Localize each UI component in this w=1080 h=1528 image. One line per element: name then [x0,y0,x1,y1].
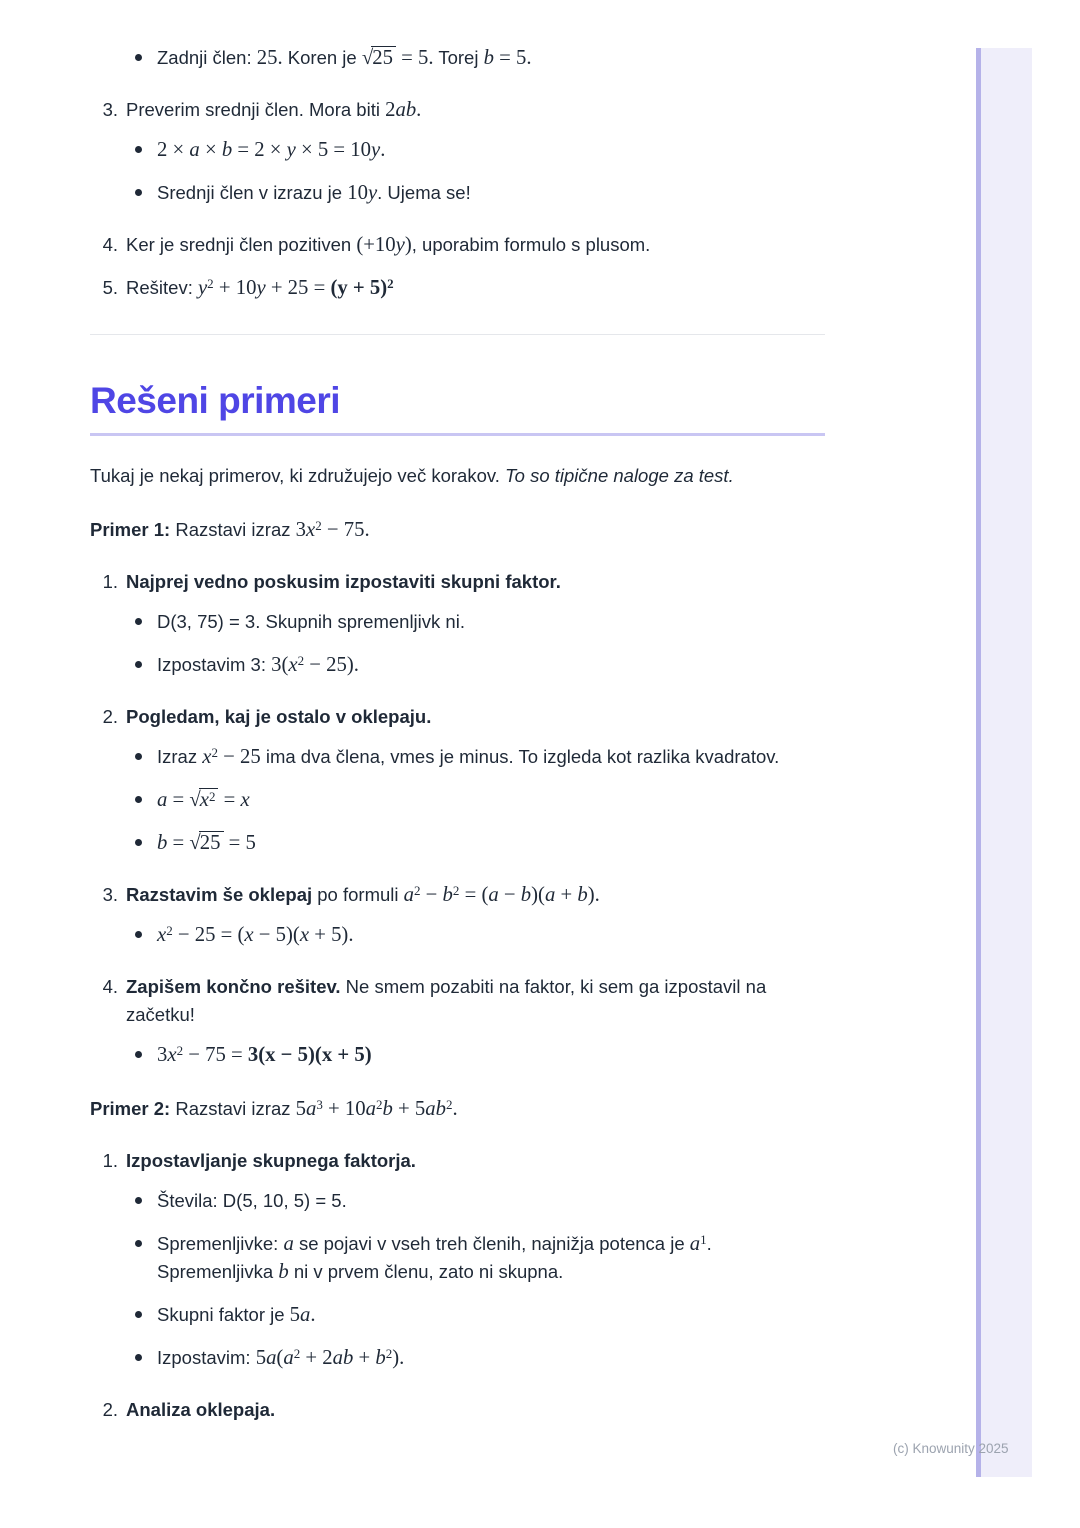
sqrt-expression [189,789,218,810]
text-run: + [353,1347,376,1369]
text-run: se pojavi v vseh treh členih, najnižja potenca je [293,1233,690,1254]
text-run: y [395,234,405,256]
bullet-icon [135,1240,142,1247]
text-run: x [288,654,298,676]
text-run: − 25). [304,654,359,676]
radical-icon: √ [189,832,200,854]
text-run: 25 [199,832,221,854]
text-run: a [689,1233,701,1255]
bullet-icon [135,189,142,196]
text-run: ( [276,1347,284,1369]
text-run: y [286,139,296,161]
text-run: . [416,99,422,121]
text-run: po formuli [312,884,404,905]
text-run: D(3, 75) = 3. Skupnih spremenljivk ni. [157,611,465,632]
list-item-text [126,1396,825,1424]
text-run: × [199,139,222,161]
bullet-icon [135,618,142,625]
text-run: ima dva člena, vmes je minus. To izgleda kot razlika kvadratov. [260,746,780,767]
text-run: . [380,139,386,161]
text-run: = 2 × [232,139,287,161]
text-run: y [367,182,378,204]
text-run: a [306,1098,317,1120]
list-number: 1. [102,1150,118,1171]
text-run: ab [395,99,417,121]
text-run: . [310,1304,316,1326]
page-edge-strip [976,48,1032,1477]
bullet-list-item [90,44,825,72]
numbered-list-item [90,881,825,909]
list-item-text [126,703,825,731]
text-run: y [197,277,208,299]
text-run: a [488,884,499,906]
text-run: − [420,884,443,906]
text-run: 1 [700,1232,707,1248]
text-run: + 2 [300,1347,333,1369]
list-item-text [126,1147,825,1175]
text-run: − 25 [217,746,261,768]
text-run: . Spremenljivka [157,1233,712,1282]
text-run: . Ujema se! [377,182,471,203]
list-item-text [157,829,825,857]
list-item-text [126,231,825,259]
text-run: x [199,789,209,811]
text-run: a [189,139,200,161]
list-item-text [157,786,825,814]
list-item-text [157,44,825,72]
text-run: Izpostavljanje skupnega faktorja. [126,1150,416,1171]
text-run: a [544,884,556,906]
text-run: Skupni faktor je [157,1304,290,1325]
numbered-list-item [90,1147,825,1175]
paragraph [90,462,825,490]
text-run: b [382,1098,393,1120]
text-run: Preverim srednji člen. Mora biti [126,99,386,120]
text-run: 25. [256,47,283,69]
text-run: − 75. [321,519,370,541]
sqrt-radicand [199,831,224,854]
text-run: = [218,789,241,811]
text-run: Izpostavim 3: [157,654,272,675]
text-run: ). [587,884,600,906]
list-number: 4. [102,976,118,997]
bullet-icon [135,839,142,846]
text-run: = 5. [493,47,532,69]
list-item-text [126,568,825,596]
text-run: x [306,519,316,541]
bullet-list-item [90,743,825,771]
numbered-list-item [90,274,825,302]
text-run: 2 [385,1346,393,1362]
text-run: Zadnji člen: [157,47,257,68]
list-item-text [157,1187,825,1215]
text-run: 2 [414,883,421,899]
numbered-list-item [90,703,825,731]
text-run: . [452,1098,458,1120]
section-title [90,379,825,423]
text-run: Koren je [282,47,362,68]
text-run: 2 [297,653,305,669]
text-run: a [266,1347,277,1369]
bullet-icon [135,661,142,668]
bullet-list-item [90,829,825,857]
text-run: = 5 [223,832,256,854]
text-run: ni v prvem členu, zato ni skupna. [288,1261,564,1282]
text-run: Spremenljivke: [157,1233,284,1254]
list-number: 2. [102,1399,118,1420]
list-item-text [126,96,825,124]
bullet-icon [135,796,142,803]
paragraph [90,516,825,544]
numbered-list-item [90,1396,825,1424]
list-item-text [157,1041,825,1069]
text-run: b [520,884,532,906]
text-run: − 75 = [183,1044,248,1066]
bullet-list-item [90,1041,825,1069]
text-run: Rešitev: [126,277,198,298]
list-item-text [157,1230,825,1286]
bullet-list-item [90,921,825,949]
text-run: 25 [372,47,393,69]
text-run: + 5). [309,924,354,946]
bullet-list-item [90,1344,825,1372]
text-run: Zapišem končno rešitev. [126,976,341,997]
list-item-text [157,651,825,679]
text-run: + 10 [322,1098,366,1120]
list-item-text [126,973,825,1029]
text-run: x [240,789,250,811]
text-run: Ker je srednji člen pozitiven [126,234,357,255]
bullet-list-item [90,651,825,679]
text-run: Rešeni primeri [90,380,341,421]
text-run: 2 [452,883,460,899]
bullet-list-item [90,136,825,164]
text-run: 3( [271,654,289,676]
text-run: y [256,277,266,299]
text-run: )( [531,884,545,906]
text-run: 3 [295,519,306,541]
list-number: 3. [102,884,118,905]
text-run: 2 [211,745,218,761]
bullet-list-item [90,786,825,814]
list-item-text [157,1301,825,1329]
text-run: 2 [207,276,214,292]
section-heading [90,379,825,436]
text-run: x [157,924,167,946]
text-run: 10 [347,182,368,204]
list-number: 4. [102,234,118,255]
text-run: + [555,884,578,906]
text-run: Primer 1: [90,519,171,540]
sqrt-expression [362,47,396,68]
text-run: ) [404,234,412,256]
text-run: − [498,884,521,906]
numbered-list-item [90,231,825,259]
text-run: b [221,139,233,161]
text-run: x [167,1044,177,1066]
text-run: 2 [385,99,396,121]
text-run: 2 [445,1097,453,1113]
list-number: 3. [102,99,118,120]
text-run: ab [425,1098,446,1120]
document-content [90,44,825,1424]
text-run: + 10 [213,277,257,299]
text-run: 2 [176,1043,184,1059]
text-run: (y + 5) [330,277,388,299]
list-item-text [157,179,825,207]
text-run: a [283,1233,294,1255]
text-run: x [244,924,254,946]
text-run: Števila: D(5, 10, 5) = 5. [157,1190,347,1211]
text-run: = [167,789,190,811]
sqrt-radicand [371,46,396,69]
text-run: 3(x − 5)(x + 5) [247,1044,372,1066]
list-item-text [157,136,825,164]
text-run: 2 [166,923,173,939]
text-run: Analiza oklepaja. [126,1399,276,1420]
text-run: Razstavim še oklepaj [126,884,313,905]
text-run: 2 [375,1097,383,1113]
radical-icon: √ [189,789,200,811]
text-run: Torej [433,47,484,68]
text-run: Izpostavim: [157,1347,256,1368]
text-run: (+10 [356,234,396,256]
radical-icon: √ [361,47,373,69]
bullet-icon [135,1051,142,1058]
text-run: Najprej vedno poskusim izpostaviti skupni faktor. [126,571,561,592]
bullet-icon [135,146,142,153]
list-item-text [157,921,825,949]
text-run: Primer 2: [90,1098,171,1119]
bullet-list-item [90,608,825,636]
text-run: − 5)( [253,924,300,946]
text-run: a [403,884,414,906]
numbered-list-item [90,973,825,1029]
text-run: 2 [208,789,216,805]
text-run: Srednji člen v izrazu je [157,182,348,203]
bullet-list-item [90,179,825,207]
text-run: 5 [255,1347,267,1369]
text-run: x [202,746,212,768]
text-run: − 25 = ( [172,924,245,946]
watermark: (c) Knowunity 2025 [893,1441,1009,1456]
bullet-icon [135,1311,142,1318]
bullet-icon [135,931,142,938]
text-run: To so tipične naloge za test. [505,465,734,486]
list-item-text [126,274,825,302]
text-run: × 5 = 10 [295,139,371,161]
paragraph [90,1095,825,1123]
divider [90,334,825,335]
text-run: 2 × [157,139,190,161]
list-item-text [157,608,825,636]
text-run: b [577,884,588,906]
text-run: ). [392,1347,405,1369]
text-run: 3 [316,1097,323,1113]
list-number: 1. [102,571,118,592]
text-run: x [299,924,310,946]
list-item-text [126,881,825,909]
text-run: = 5. [395,47,434,69]
text-run: 2 [387,276,394,292]
text-run: b [157,832,168,854]
text-run: a [300,1304,311,1326]
sqrt-expression [189,832,223,853]
text-run: a [283,1347,294,1369]
text-run: y [371,139,381,161]
text-run: 2 [315,518,322,534]
text-run: 5 [295,1098,306,1120]
sqrt-radicand [199,788,219,811]
text-run: ab [332,1347,354,1369]
text-run: Ne smem pozabiti na faktor, ki sem ga izpostavil na začetku! [126,976,767,1025]
text-run: + 25 = [265,277,331,299]
list-number: 2. [102,706,118,727]
text-run: a [157,789,168,811]
text-run: b [442,884,453,906]
bullet-icon [135,753,142,760]
text-run: = [167,832,190,854]
section-title-underline [90,433,825,436]
numbered-list-item [90,96,825,124]
list-number: 5. [102,277,118,298]
bullet-icon [135,1197,142,1204]
text-run: 5 [289,1304,301,1326]
bullet-list-item [90,1230,825,1286]
list-item-text [157,743,825,771]
text-run: 2 [293,1346,301,1362]
text-run: b [483,47,494,69]
text-run: Tukaj je nekaj primerov, ki združujejo več korakov. [90,465,506,486]
list-item-text [157,1344,825,1372]
text-run: = ( [459,884,489,906]
bullet-icon [135,54,142,61]
text-run: a [365,1098,376,1120]
text-run: Razstavi izraz [170,519,296,540]
text-run: , uporabim formulo s plusom. [411,234,651,255]
text-run: Pogledam, kaj je ostalo v oklepaju. [126,706,432,727]
text-run: b [278,1261,289,1283]
text-run: b [375,1347,386,1369]
numbered-list-item [90,568,825,596]
text-run: 3 [157,1044,168,1066]
bullet-list-item [90,1187,825,1215]
bullet-list-item [90,1301,825,1329]
text-run: + 5 [392,1098,426,1120]
bullet-icon [135,1354,142,1361]
text-run: Izraz [157,746,203,767]
text-run: Razstavi izraz [170,1098,296,1119]
